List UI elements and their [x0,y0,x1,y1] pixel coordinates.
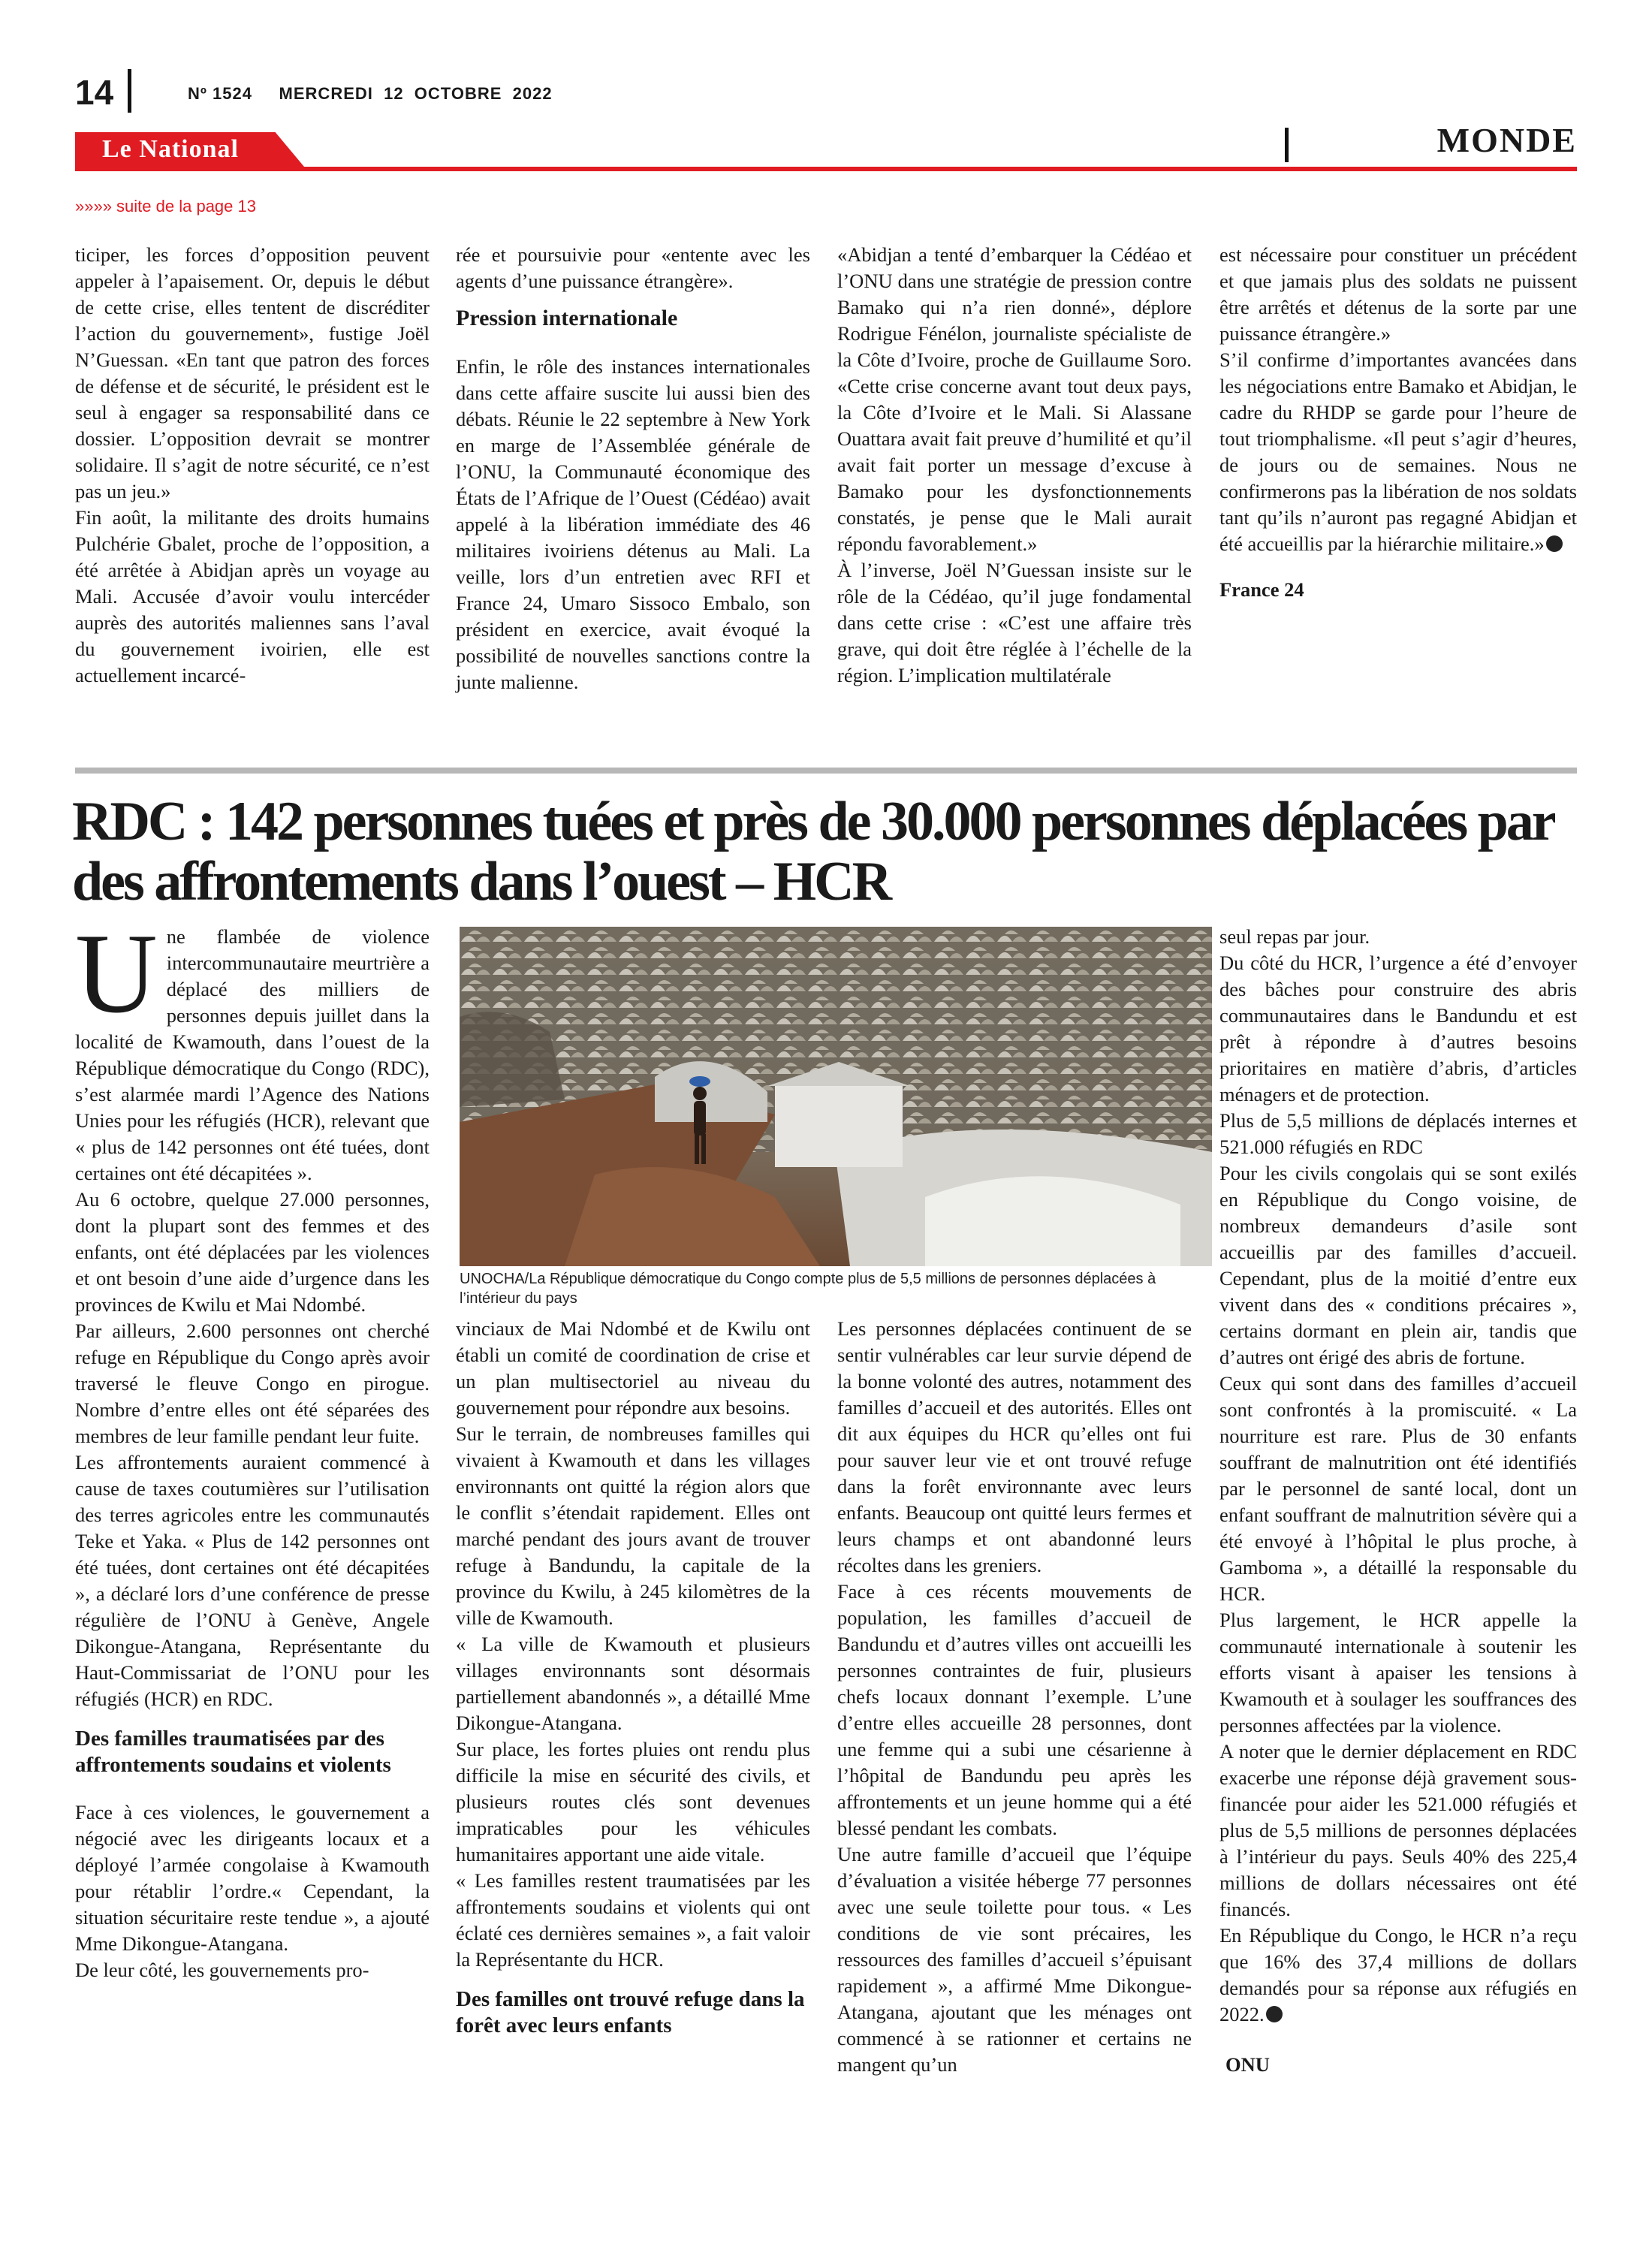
paragraph: vinciaux de Mai Ndombé et de Kwilu ont établi un comité de coordination de crise et un plan multisectoriel au niveau du gouvernement pour répondre aux besoins. [456,1317,810,1419]
paragraph: Au 6 octobre, quelque 27.000 personnes, dont la plupart sont des femmes et des enfants, ont été déplacées par les violences et ont besoin d’une aide d’urgence dans les provinces de Kwilu et Mai Ndombé. [75,1188,430,1316]
paragraph: Sur le terrain, de nombreuses familles qui vivaient à Kwamouth et dans les villages environnants ont quitté la région alors que le conflit s’étendait rapidement. Elles ont marché pendant des jours avant de trouver refuge à Bandundu, la capitale de la province du Kwilu, à 245 kilomètres de la ville de Kwamouth. [456,1422,810,1629]
main-article-col3 [837,1316,1192,2078]
photo-caption: UNOCHA/La République démocratique du Congo compte plus de 5,5 millions de personnes déplacées à l’intérieur du pays [460,1271,1156,1307]
paragraph: ticiper, les forces d’opposition peuvent appeler à l’apaisement. Or, depuis le début de cette crise, elles tentent de discréditer l’action du gouvernement», fustige Joël N’Guessan. «En tant que patron des forces de défense et de sécurité, le président est le seul à engager sa responsabilité dans ce dossier. L’opposition devrait se montrer solidaire. Il s’agit de notre sécurité, ce n’est pas un jeu.» [75,243,430,502]
issue-date [188,84,553,104]
paragraph: À l’inverse, Joël N’Guessan insiste sur le rôle de la Cédéao, qu’il juge fondamental dans cette crise : «C’est une affaire très grave, qui doit être réglée à l’échelle de la région. L’implication multilatérale [837,559,1192,686]
article-divider [75,768,1577,774]
continued-from: »»»» suite de la page 13 [75,197,256,216]
paragraph: seul repas par jour. [1219,925,1370,948]
paragraph: Par ailleurs, 2.600 personnes ont cherché refuge en République du Congo après avoir traversé le fleuve Congo en pirogue. Nombre d’entre elles ont été séparées des membres de leur famille pendant leur fuite. [75,1320,430,1447]
brand-logo: Le National [102,135,239,163]
paragraph: Enfin, le rôle des instances internationales dans cette affaire suscite lui aussi bien des débats. Réunie le 22 septembre à New York en marge de l’Assemblée générale de l’ONU, la Communauté économique des États de l’Afrique de l’Ouest (Cédéao) avait appelé à la libération immédiate des 46 militaires ivoiriens détenus au Mali. La veille, lors d’un entretien avec RFI et France 24, Umaro Sissoco Embalo, son président en exercice, avait évoqué la possibilité de nouvelles sanctions contre la junte malienne. [456,355,810,693]
main-article-col4 [1219,924,1577,2078]
subheading: Des familles ont trouvé refuge dans la forêt avec leurs enfants [456,1987,805,2037]
top-article-col3 [837,242,1192,689]
paragraph: Face à ces récents mouvements de population, les familles d’accueil de Bandundu et d’autres villes ont accueilli les personnes contraintes de fuir, plusieurs chefs locaux donnant l’exemple. L’une d’entre elles accueille 28 personnes, dont une femme qui a subi une césarienne à l’hôpital de Bandundu peu après les affrontements et un jeune homme qui a été blessé pendant les combats. [837,1580,1192,1839]
article-photo [460,927,1212,1266]
page-number-divider [128,69,131,113]
paragraph: Du côté du HCR, l’urgence a été d’envoyer des bâches pour construire des abris communautaires dans le Bandundu et est prêt à répondre à d’autres besoins prioritaires en matière d’abris, d’articles ménagers et de protection. [1219,952,1577,1105]
paragraph: De leur côté, les gouvernements pro- [75,1959,369,1981]
paragraph: Ceux qui sont dans des familles d’accueil sont confrontés à la promiscuité. « La nourriture est rare. Plus de 30 enfants souffrant de malnutrition ont été identifiés par le personnel de santé local, dont un enfant souffrant de malnutrition sévère qui a été envoyé à l’hôpital le plus proche, à Gamboma », a détaillé la responsable du HCR. [1219,1372,1577,1605]
page-number: 14 [75,73,114,112]
paragraph: Une autre famille d’accueil que l’équipe d’évaluation a visitée héberge 77 personnes avec une seule toilette pour tous. « Les conditions de vie sont précaires, les ressources des familles d’accueil s’épuisant rapidement », a affirmé Mme Dikongue-Atangana, ajoutant que les ménages ont commencé à se rationner et certains ne mangent qu’un [837,1843,1192,2076]
paragraph: Pour les civils congolais qui se sont exilés en République du Congo voisine, de nombreux demandeurs d’asile sont accueillis par des familles d’accueil. Cependant, plus de la moitié d’entre eux vivent dans des « conditions précaires », certains dormant en plein air, tandis que d’autres ont érigé des abris de fortune. [1219,1162,1577,1368]
end-mark-icon [1546,535,1563,552]
top-article-col4 [1219,242,1577,603]
paragraph: Les personnes déplacées continuent de se sentir vulnérables car leur survie dépend de la bonne volonté des autres, notamment des familles d’accueil et des autorités. Elles ont dit aux équipes du HCR qu’elles ont fui pour sauver leur vie et ont trouvé refuge dans la forêt environnante avec leurs enfants. Beaucoup ont quitté leurs fermes et leurs champs et ont abandonné leurs récoltes dans les greniers. [837,1317,1192,1576]
main-article-col1 [75,910,430,1983]
paragraph: Sur place, les fortes pluies ont rendu plus difficile la mise en sécurité des civils, et plusieurs routes clés sont devenues impraticables pour les véhicules humanitaires apportant une aide vitale. [456,1738,810,1865]
header-rule [75,167,1577,171]
paragraph: Plus de 5,5 millions de déplacés internes et 521.000 réfugiés en RDC [1219,1109,1577,1158]
end-mark-icon [1266,2006,1283,2022]
main-article-col2 [456,1316,810,2060]
date: MERCREDI 12 OCTOBRE 2022 [279,84,553,103]
paragraph: « La ville de Kwamouth et plusieurs villages environnants sont désormais partiellement abandonnés », a détaillé Mme Dikongue-Atangana. [456,1633,810,1734]
issue-number: Nº 1524 [188,84,252,103]
lead-paragraph: Une flambée de violence intercommunautaire meurtrière a déplacé des milliers de personnes depuis juillet dans la localité de Kwamouth, dans l’ouest de la République démocratique du Congo (RDC), s’est alarmée mardi l’Agence des Nations Unies pour les réfugiés (HCR), relevant que « plus de 142 personnes ont été tuées, dont certaines ont été décapitées ». [75,910,430,1184]
subheading: Des familles traumatisées par des affrontements soudains et violents [75,1727,391,1777]
drop-cap: U [75,910,158,1036]
paragraph: «Abidjan a tenté d’embarquer la Cédéao et l’ONU dans une stratégie de pression contre Bamako qui n’a rien donné», déplore Rodrigue Fénélon, journaliste spécialiste de la Côte d’Ivoire, proche de Guillaume Soro. «Cette crise concerne avant tout deux pays, la Côte d’Ivoire et le Mali. Si Alassane Ouattara avait fait preuve d’humilité et qu’il avait fait porter un message d’excuse à Bamako pour les dysfonctionnements constatés, je pense que le Mali aurait répondu favorablement.» [837,243,1192,555]
paragraph: A noter que le dernier déplacement en RDC exacerbe une réponse déjà gravement sous-financée pour aider les 521.000 réfugiés et plus de 5,5 millions de personnes déplacées à l’intérieur du pays. Seuls 40% des 225,4 millions de dollars nécessaires ont été financés. [1219,1740,1577,1920]
paragraph: Face à ces violences, le gouvernement a négocié avec les dirigeants locaux et a déployé l’armée congolaise à Kwamouth pour rétablir l’ordre.« Cependant, la situation sécuritaire reste tendue », a ajouté Mme Dikongue-Atangana. [75,1801,430,1955]
paragraph: Les affrontements auraient commencé à cause de taxes coutumières sur l’utilisation des terres agricoles entre les communautés Teke et Yaka. « Plus de 142 personnes ont été tuées, dont certaines ont été décapitées », a déclaré lors d’une conférence de presse régulière de l’ONU à Genève, Angele Dikongue-Atangana, Représentante du Haut-Commissariat de l’ONU pour les réfugiés (HCR) en RDC. [75,1451,430,1710]
paragraph: S’il confirme d’importantes avancées dans les négociations entre Bamako et Abidjan, le cadre du RHDP se garde pour l’heure de tout triomphalisme. «Il peut s’agir d’heures, de jours ou de semaines. Nous ne confirmerons pas la libération de nos soldats tant qu’ils n’auront pas regagné Abidjan et été accueillis par la hiérarchie militaire.» [1219,348,1577,555]
paragraph: « Les familles restent traumatisées par les affrontements soudains et violents qui ont éclaté ces dernières semaines », a fait valoir la Représentante du HCR. [456,1869,810,1971]
section-divider [1285,128,1289,162]
section-title: MONDE [1436,121,1577,159]
top-article-col2 [456,242,810,695]
article-source: ONU [1225,2053,1270,2076]
paragraph: Fin août, la militante des droits humains Pulchérie Gbalet, proche de l’opposition, a été arrêtée à Abidjan après un voyage au Mali. Accusée d’avoir voulu intercéder auprès des autorités maliennes sans l’aval du gouvernement ivoirien, elle est actuellement incarcé- [75,506,430,686]
paragraph: En République du Congo, le HCR n’a reçu que 16% des 37,4 millions de dollars demandés pour sa réponse aux réfugiés en 2022. [1219,1924,1577,2025]
paragraph: rée et poursuivie pour «entente avec les agents d’une puissance étrangère». [456,243,810,292]
article-source: France 24 [1219,578,1304,601]
paragraph: est nécessaire pour constituer un précédent et que jamais plus des soldats ne puissent être arrêtés et détenus de la sorte par une puissance étrangère.» [1219,243,1577,345]
headline: RDC : 142 personnes tuées et près de 30.000 personnes déplacées par des affrontements dans l’ouest – HCR [72,791,1554,912]
top-article-col1 [75,242,430,689]
subheading: Pression internationale [456,306,678,330]
paragraph: Plus largement, le HCR appelle la communauté internationale à soutenir les efforts visant à apaiser les tensions à Kwamouth et à soulager les souffrances des personnes affectées par la violence. [1219,1609,1577,1736]
